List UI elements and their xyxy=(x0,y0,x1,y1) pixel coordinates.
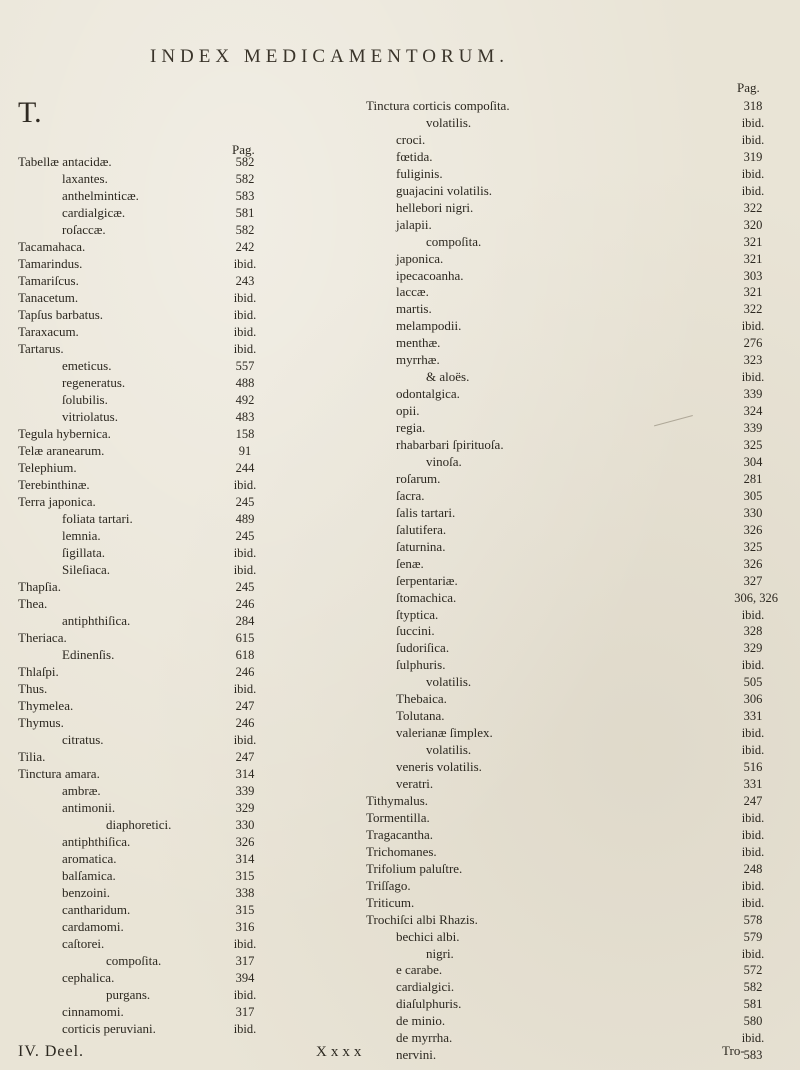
entry-term: ſtomachica. xyxy=(396,589,457,605)
entry-term: Taraxacum. xyxy=(18,324,79,339)
index-entry xyxy=(0,470,800,488)
entry-page-number: 583 xyxy=(743,1048,763,1063)
index-entry xyxy=(0,385,800,403)
entry-page-number: 305 xyxy=(743,488,763,503)
entry-term: rhabarbari ſpirituoſa. xyxy=(396,437,504,452)
entry-page-number: 581 xyxy=(235,206,255,220)
entry-page-number: 315 xyxy=(235,869,255,883)
entry-page-number: 324 xyxy=(743,404,763,419)
entry-page-number: 557 xyxy=(235,359,255,373)
entry-page-number: ibid. xyxy=(233,1022,257,1036)
entry-page-number: ibid. xyxy=(741,183,765,198)
index-entry xyxy=(0,283,800,301)
entry-page-number: 582 xyxy=(235,223,255,237)
entry-term: corticis peruviani. xyxy=(62,1021,156,1036)
entry-page-number: 314 xyxy=(235,852,255,866)
entry-page-number: 321 xyxy=(743,285,763,300)
entry-page-number: ibid. xyxy=(233,563,257,577)
entry-term: hellebori nigri. xyxy=(396,199,474,215)
entry-term: Trochiſci albi Rhazis. xyxy=(366,911,478,927)
entry-page-number: 246 xyxy=(235,665,255,679)
index-entry xyxy=(0,690,800,708)
index-entry xyxy=(0,945,800,963)
entry-page-number: 246 xyxy=(235,716,255,730)
entry-term: antimonii. xyxy=(62,800,116,815)
entry-page-number: 323 xyxy=(743,353,763,368)
entry-page-number: ibid. xyxy=(233,546,257,560)
entry-term: nigri. xyxy=(426,945,454,961)
index-entry xyxy=(0,639,800,657)
entry-term: Theriaca. xyxy=(18,630,67,645)
entry-page-number: 339 xyxy=(743,387,763,402)
entry-term: Sileſiaca. xyxy=(62,562,111,577)
entry-term: anthelminticæ. xyxy=(62,188,139,203)
entry-term: regeneratus. xyxy=(62,375,126,390)
entry-term: ſenæ. xyxy=(396,555,424,571)
entry-page-number: 320 xyxy=(743,217,763,232)
entry-term: benzoini. xyxy=(62,885,111,900)
entry-page-number: ibid. xyxy=(741,743,765,758)
entry-term: & aloës. xyxy=(426,369,470,385)
entry-page-number: 247 xyxy=(235,699,255,713)
entry-page-number: 322 xyxy=(743,302,763,317)
entry-page-number: 317 xyxy=(235,954,255,968)
index-entry xyxy=(0,487,800,505)
entry-term: bechici albi. xyxy=(396,928,460,944)
entry-term: melampodii. xyxy=(396,318,462,334)
entry-term: Thus. xyxy=(18,681,48,696)
entry-page-number: 394 xyxy=(235,971,255,985)
entry-page-number: 578 xyxy=(743,912,763,927)
entry-page-number: 583 xyxy=(235,189,255,203)
entry-term: aromatica. xyxy=(62,851,117,866)
entry-page-number: 582 xyxy=(235,172,255,186)
entry-page-number: 329 xyxy=(743,641,763,656)
entry-term: laxantes. xyxy=(62,171,108,186)
entry-page-number: 339 xyxy=(743,421,763,436)
index-entry xyxy=(0,877,800,895)
entry-page-number: ibid. xyxy=(233,308,257,322)
index-entry xyxy=(0,622,800,640)
index-entry xyxy=(0,521,800,539)
entry-term: Triſſago. xyxy=(366,877,411,893)
entry-page-number: ibid. xyxy=(741,726,765,741)
index-entry xyxy=(0,199,800,217)
entry-term: Tolutana. xyxy=(396,708,445,724)
entry-term: Thapſia. xyxy=(18,579,61,594)
entry-page-number: 327 xyxy=(743,573,763,588)
catchword: Tro- xyxy=(722,1043,745,1058)
entry-term: myrrhæ. xyxy=(396,352,440,368)
entry-page-number: ibid. xyxy=(233,937,257,951)
entry-term: cardialgici. xyxy=(396,979,455,995)
index-entry xyxy=(0,860,800,878)
entry-term: Tamariſcus. xyxy=(18,273,79,288)
entry-term: fœtida. xyxy=(396,148,433,164)
entry-term: volatilis. xyxy=(426,742,472,758)
entry-page-number: ibid. xyxy=(741,827,765,842)
index-entry xyxy=(0,368,800,386)
entry-page-number: 330 xyxy=(235,818,255,832)
entry-term: Thebaica. xyxy=(396,691,447,707)
entry-page-number: 582 xyxy=(743,980,763,995)
entry-page-number: ibid. xyxy=(233,733,257,747)
entry-page-number: 316 xyxy=(235,920,255,934)
index-entry xyxy=(0,453,800,471)
entry-term: antiphthiſica. xyxy=(62,613,131,628)
index-entry xyxy=(0,300,800,318)
index-entry xyxy=(0,572,800,590)
entry-term: Tithymalus. xyxy=(366,792,429,808)
entry-page-number: 488 xyxy=(235,376,255,390)
entry-term: purgans. xyxy=(106,987,151,1002)
entry-term: vitriolatus. xyxy=(62,409,118,424)
index-entry xyxy=(0,978,800,996)
entry-term: martis. xyxy=(396,301,432,317)
index-entry xyxy=(0,1046,800,1064)
index-entry xyxy=(0,792,800,810)
entry-term: roſarum. xyxy=(396,470,441,486)
index-entry xyxy=(0,928,800,946)
entry-page-number: 321 xyxy=(743,234,763,249)
entry-term: e carabe. xyxy=(396,962,443,978)
right-page-label: Pag. xyxy=(737,80,760,95)
index-entry xyxy=(0,148,800,166)
entry-term: ſaturnina. xyxy=(396,538,446,554)
index-entry xyxy=(0,809,800,827)
entry-term: diaphoretici. xyxy=(106,817,172,832)
entry-page-number: 284 xyxy=(235,614,255,628)
entry-page-number: ibid. xyxy=(741,166,765,181)
entry-page-number: 325 xyxy=(743,539,763,554)
entry-page-number: 321 xyxy=(743,251,763,266)
entry-page-number: 244 xyxy=(235,461,255,475)
entry-term: opii. xyxy=(396,403,420,419)
entry-term: Tegula hybernica. xyxy=(18,426,111,441)
entry-term: citratus. xyxy=(62,732,104,747)
entry-term: Tartarus. xyxy=(18,341,64,356)
section-letter: T. xyxy=(18,96,42,129)
entry-term: de minio. xyxy=(396,1013,446,1029)
entry-page-number: 91 xyxy=(238,444,252,458)
entry-page-number: 483 xyxy=(235,410,255,424)
entry-term: compoſita. xyxy=(106,953,162,968)
index-entry xyxy=(0,97,800,115)
entry-term: compoſita. xyxy=(426,233,482,249)
entry-term: laccæ. xyxy=(396,284,429,300)
entry-page-number: 306 xyxy=(743,692,763,707)
entry-term: ſacra. xyxy=(396,487,425,503)
entry-page-number: ibid. xyxy=(741,115,765,130)
entry-term: Thymus. xyxy=(18,715,64,730)
index-entry xyxy=(0,826,800,844)
entry-page-number: 304 xyxy=(743,454,763,469)
index-entry xyxy=(0,216,800,234)
entry-page-number: 243 xyxy=(235,274,255,288)
entry-page-number: 329 xyxy=(235,801,255,815)
entry-page-number: 489 xyxy=(235,512,255,526)
entry-page-number: 330 xyxy=(743,505,763,520)
index-entry xyxy=(0,504,800,522)
entry-term: Telæ aranearum. xyxy=(18,443,105,458)
entry-page-number: ibid. xyxy=(741,132,765,147)
index-entry xyxy=(0,606,800,624)
entry-page-number: ibid. xyxy=(741,895,765,910)
entry-page-number: 326 xyxy=(235,835,255,849)
entry-page-number: ibid. xyxy=(233,478,257,492)
entry-page-number: 331 xyxy=(743,777,763,791)
entry-page-number: 303 xyxy=(743,268,763,283)
entry-term: cardamomi. xyxy=(62,919,124,934)
index-entry xyxy=(0,538,800,556)
index-entry xyxy=(0,775,800,793)
entry-term: ſudoriſica. xyxy=(396,640,450,656)
entry-term: menthæ. xyxy=(396,335,441,351)
entry-term: veneris volatilis. xyxy=(396,759,482,775)
entry-term: de myrrha. xyxy=(396,1030,453,1046)
entry-page-number: 242 xyxy=(235,240,255,254)
entry-page-number: ibid. xyxy=(233,988,257,1002)
index-entry xyxy=(0,182,800,200)
entry-term: Tinctura corticis compoſita. xyxy=(366,98,510,113)
entry-page-number: 326 xyxy=(743,556,763,571)
entry-term: volatilis. xyxy=(426,674,472,690)
entry-page-number: 618 xyxy=(235,648,255,662)
entry-page-number: 158 xyxy=(235,427,255,441)
entry-term: japonica. xyxy=(396,250,444,266)
volume-footer: IV. Deel. xyxy=(18,1043,85,1060)
entry-term: antiphthiſica. xyxy=(62,834,131,849)
index-entry xyxy=(0,1012,800,1030)
entry-term: lemnia. xyxy=(62,528,101,543)
entry-page-number: 492 xyxy=(235,393,255,407)
index-entry xyxy=(0,843,800,861)
entry-term: balſamica. xyxy=(62,868,116,883)
entry-page-number: ibid. xyxy=(741,658,765,673)
entry-term: vinoſa. xyxy=(426,453,462,469)
entry-page-number: 276 xyxy=(743,336,763,351)
entry-term: ipecacoanha. xyxy=(396,267,464,283)
index-entry xyxy=(0,911,800,929)
index-entry xyxy=(0,1029,800,1047)
entry-page-number: 505 xyxy=(743,675,763,690)
entry-term: ſalis tartari. xyxy=(396,504,456,520)
entry-page-number: 318 xyxy=(743,99,763,113)
entry-term: foliata tartari. xyxy=(62,511,133,526)
entry-page-number: 315 xyxy=(235,903,255,917)
entry-page-number: 325 xyxy=(743,438,763,452)
entry-page-number: 516 xyxy=(743,760,763,775)
index-entry xyxy=(0,351,800,369)
index-entry xyxy=(0,758,800,776)
entry-page-number: 579 xyxy=(743,929,763,944)
entry-term: Triticum. xyxy=(366,894,415,910)
entry-term: odontalgica. xyxy=(396,386,460,402)
entry-page-number: 281 xyxy=(743,471,763,486)
index-entry xyxy=(0,961,800,979)
entry-page-number: 248 xyxy=(743,861,763,876)
left-page-label: Pag. xyxy=(232,142,255,157)
entry-page-number: 245 xyxy=(235,529,255,543)
entry-page-number: 247 xyxy=(743,793,763,808)
entry-term: caſtorei. xyxy=(62,936,105,951)
entry-term: Thymelea. xyxy=(18,698,74,713)
entry-page-number: 247 xyxy=(235,750,255,764)
entry-term: Tilia. xyxy=(18,749,46,764)
entry-term: nervini. xyxy=(396,1047,437,1063)
entry-page-number: ibid. xyxy=(741,878,765,893)
entry-term: veratri. xyxy=(396,776,434,791)
entry-page-number: 306, 326 xyxy=(734,590,778,605)
entry-term: Tormentilla. xyxy=(366,809,430,825)
entry-page-number: ibid. xyxy=(741,1031,765,1046)
entry-page-number: 245 xyxy=(235,580,255,594)
entry-term: Tamarindus. xyxy=(18,256,83,271)
entry-page-number: ibid. xyxy=(741,607,765,622)
entry-page-number: 615 xyxy=(235,631,255,645)
entry-term: roſaccæ. xyxy=(62,222,106,237)
entry-term: ſuccini. xyxy=(396,623,435,639)
index-entry xyxy=(0,114,800,132)
entry-term: cephalica. xyxy=(62,970,115,985)
entry-term: cantharidum. xyxy=(62,902,131,917)
signature-mark: Xxxx xyxy=(316,1044,366,1060)
index-entry xyxy=(0,707,800,725)
entry-term: regia. xyxy=(396,420,426,436)
entry-page-number: 339 xyxy=(235,784,255,798)
running-header: INDEX MEDICAMENTORUM. xyxy=(150,46,510,67)
entry-term: diaſulphuris. xyxy=(396,996,462,1012)
entry-page-number: ibid. xyxy=(741,370,765,385)
entry-term: ſalutifera. xyxy=(396,521,447,537)
entry-term: Tapſus barbatus. xyxy=(18,307,104,322)
entry-term: Trichomanes. xyxy=(366,843,437,859)
entry-page-number: 317 xyxy=(235,1005,255,1019)
entry-term: ſulphuris. xyxy=(396,657,446,673)
entry-page-number: 326 xyxy=(743,522,763,537)
entry-term: Thlaſpi. xyxy=(18,664,59,679)
entry-term: Tacamahaca. xyxy=(18,239,86,254)
entry-page-number: ibid. xyxy=(741,319,765,334)
entry-page-number: ibid. xyxy=(233,257,257,271)
index-entry xyxy=(0,673,800,691)
entry-term: Trifolium paluſtre. xyxy=(366,860,463,876)
index-entry xyxy=(0,317,800,335)
entry-term: Tinctura amara. xyxy=(18,766,100,781)
entry-page-number: 580 xyxy=(743,1014,763,1029)
entry-page-number: 322 xyxy=(743,200,763,215)
entry-term: Tanacetum. xyxy=(18,290,79,305)
entry-term: emeticus. xyxy=(62,358,112,373)
index-entry xyxy=(0,165,800,183)
entry-term: volatilis. xyxy=(426,114,472,130)
entry-term: Terebinthinæ. xyxy=(18,477,90,492)
entry-page-number: ibid. xyxy=(233,325,257,339)
entry-term: Tabellæ antacidæ. xyxy=(18,154,112,169)
entry-page-number: ibid. xyxy=(233,682,257,696)
entry-page-number: 582 xyxy=(235,155,255,169)
entry-term: ſolubilis. xyxy=(62,392,108,407)
entry-page-number: ibid. xyxy=(233,291,257,305)
entry-page-number: 319 xyxy=(743,149,763,164)
entry-page-number: ibid. xyxy=(741,946,765,961)
entry-page-number: 338 xyxy=(235,886,255,900)
entry-term: ſtyptica. xyxy=(396,606,439,622)
entry-term: Tragacantha. xyxy=(366,826,434,842)
entry-term: jalapii. xyxy=(396,216,432,232)
index-entry xyxy=(0,233,800,251)
index-entry xyxy=(0,741,800,759)
index-entry xyxy=(0,894,800,912)
entry-page-number: ibid. xyxy=(741,810,765,825)
entry-term: ſigillata. xyxy=(62,545,105,560)
entry-page-number: 314 xyxy=(235,767,255,781)
entry-page-number: ibid. xyxy=(233,342,257,356)
index-entry xyxy=(0,334,800,352)
index-entry xyxy=(0,436,800,454)
entry-term: cardialgicæ. xyxy=(62,205,126,220)
entry-term: ſerpentariæ. xyxy=(396,572,458,588)
index-entry xyxy=(0,724,800,742)
entry-term: guajacini volatilis. xyxy=(396,182,493,198)
entry-term: croci. xyxy=(396,131,426,147)
entry-term: fuliginis. xyxy=(396,165,443,181)
entry-page-number: 328 xyxy=(743,624,763,639)
index-entry xyxy=(0,250,800,268)
entry-page-number: 572 xyxy=(743,963,763,978)
entry-term: Telephium. xyxy=(18,460,77,475)
entry-page-number: 581 xyxy=(743,997,763,1012)
entry-page-number: ibid. xyxy=(741,844,765,859)
entry-page-number: 246 xyxy=(235,597,255,611)
index-entry xyxy=(0,995,800,1013)
index-entry xyxy=(0,267,800,285)
entry-term: ambræ. xyxy=(62,783,101,798)
index-entry xyxy=(0,131,800,149)
entry-page-number: 331 xyxy=(743,709,763,724)
index-entry xyxy=(0,555,800,573)
entry-term: Thea. xyxy=(18,596,48,611)
index-entry xyxy=(0,589,800,607)
index-entry xyxy=(0,656,800,674)
entry-term: valerianæ ſimplex. xyxy=(396,725,493,741)
entry-term: cinnamomi. xyxy=(62,1004,124,1019)
entry-term: Edinenſis. xyxy=(62,647,115,662)
entry-term: Terra japonica. xyxy=(18,494,96,509)
entry-page-number: 245 xyxy=(235,495,255,509)
